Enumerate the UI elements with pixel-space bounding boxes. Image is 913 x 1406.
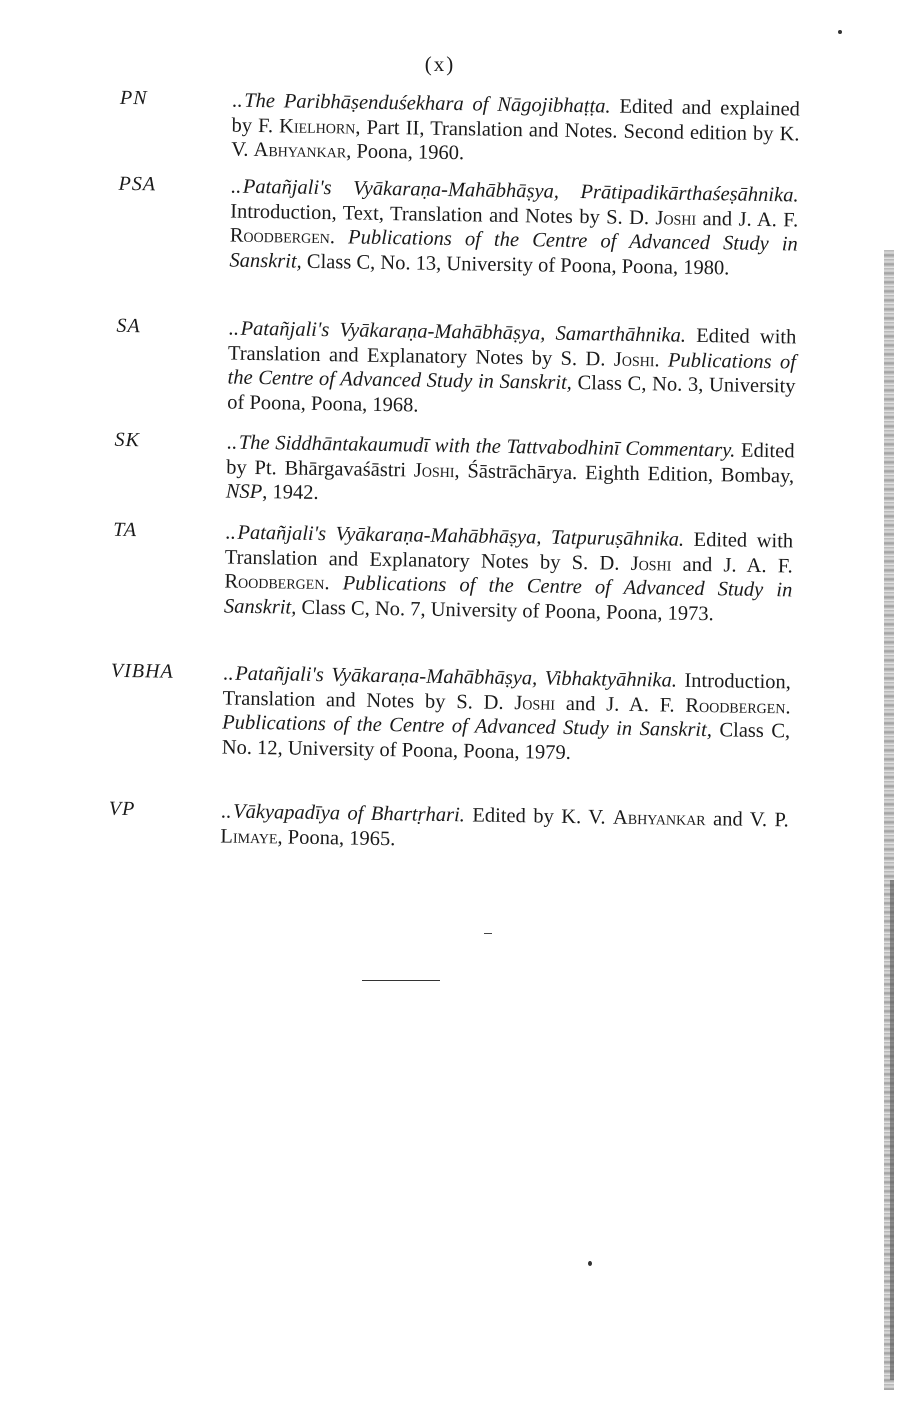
author-name: Roodbergen xyxy=(685,694,786,718)
author-name: Limaye xyxy=(220,824,278,848)
page-number: (x) xyxy=(424,52,456,76)
entry-title: Patañjali's Vyākaraṇa-Mahābhāṣya, Vibhaktyāhnika. xyxy=(235,662,678,692)
author-name: Joshi xyxy=(613,348,655,371)
author-name: Joshi xyxy=(630,552,672,576)
entry-abbreviation: TA xyxy=(113,518,138,542)
entry-psa xyxy=(117,173,798,282)
entry-vp xyxy=(108,798,789,858)
entry-text: ..Patañjali's Vyākaraṇa-Mahābhāṣya, Prātipadikārthaśeṣāhnika. Introduction, Text, Translation and Notes by S. D. Joshi and J. A. F. Roodbergen. Publications of the Centre of Advanced Study in Sanskrit, Class C, No. 13, University of Poona, Poona, 1980. xyxy=(229,175,799,279)
author-name: Abhyankar xyxy=(253,138,347,163)
entry-abbreviation: SK xyxy=(114,428,141,452)
entry-ta xyxy=(112,519,793,628)
author-name: Abhyankar xyxy=(612,806,706,831)
entry-abbreviation: SA xyxy=(116,314,141,338)
author-name: Roodbergen xyxy=(229,224,331,249)
section-end-rule xyxy=(362,980,440,981)
entry-title: Patañjali's Vyākaraṇa-Mahābhāṣya, Samarthāhnika. xyxy=(240,317,687,347)
publisher-name: NSP xyxy=(225,480,263,504)
entry-title: The Paribhāṣenduśekhara of Nāgojibhaṭṭa. xyxy=(244,89,611,118)
series-title: Publications of the Centre of Advanced Study in Sanskrit, xyxy=(222,711,713,742)
entry-abbreviation: VP xyxy=(108,797,136,821)
entry-abbreviation: VIBHA xyxy=(110,659,174,683)
entry-vibha xyxy=(110,660,791,769)
author-name: Joshi xyxy=(413,458,455,482)
entry-title: Vākyapadīya of Bhartṛhari. xyxy=(232,800,466,827)
entry-title: The Siddhāntakaumudī with the Tattvabodhinī Commentary. xyxy=(238,431,736,462)
series-title: Publications of the Centre of Advanced Study in Sanskrit, xyxy=(229,226,798,273)
entry-abbreviation: PN xyxy=(119,86,148,110)
series-title: Publications of the Centre of Advanced Study in Sanskrit, xyxy=(227,348,797,394)
series-title: Publications of the Centre of Advanced Study in Sanskrit, xyxy=(223,572,793,619)
author-name: Joshi xyxy=(655,206,697,230)
entry-text: ..Vākyapadīya of Bhartṛhari. Edited by K. V. Abhyankar and V. P. Limaye, Poona, 1965. xyxy=(220,800,789,850)
entry-sk xyxy=(114,429,795,513)
entry-title: Patañjali's Vyākaraṇa-Mahābhāṣya, Tatpuruṣāhnika. xyxy=(237,521,685,551)
entry-title: Patañjali's Vyākaraṇa-Mahābhāṣya, Prātipadikārthaśeṣāhnika. xyxy=(242,175,799,207)
stray-mark xyxy=(838,30,842,34)
entry-sa xyxy=(115,315,796,424)
entry-text: ..Patañjali's Vyākaraṇa-Mahābhāṣya, Vibhaktyāhnika. Introduction, Translation and Notes by S. D. Joshi and J. A. F. Roodbergen. Publications of the Centre of Advanced Study in Sanskrit, Class C, No. 12, University of Poona, Poona, 1979. xyxy=(221,662,792,764)
entry-text: ..The Paribhāṣenduśekhara of Nāgojibhaṭṭa. Edited and explained by F. Kielhorn, Part II, Translation and Notes. Second edition by K. V. Abhyankar, Poona, 1960. xyxy=(231,89,801,165)
entry-text: ..The Siddhāntakaumudī with the Tattvabodhinī Commentary. Edited by Pt. Bhārgavaśāstri Joshi, Śāstrāchārya. Eighth Edition, Bombay, NSP, 1942. xyxy=(225,431,795,504)
page-edge-line xyxy=(890,880,894,1380)
entry-text: ..Patañjali's Vyākaraṇa-Mahābhāṣya, Samarthāhnika. Edited with Translation and Explanatory Notes by S. D. Joshi. Publications of the Centre of Advanced Study in Sanskrit, Class C, No. 3, University of Poona, Poona, 1968. xyxy=(227,317,797,417)
stray-mark xyxy=(588,1261,592,1266)
author-name: Roodbergen xyxy=(224,570,325,595)
author-name: Kielhorn xyxy=(278,114,356,139)
entry-abbreviation: PSA xyxy=(118,172,157,196)
entry-text: ..Patañjali's Vyākaraṇa-Mahābhāṣya, Tatpuruṣāhnika. Edited with Translation and Explanatory Notes by S. D. Joshi and J. A. F. Roodbergen. Publications of the Centre of Advanced Study in Sanskrit, Class C, No. 7, University of Poona, Poona, 1973. xyxy=(223,521,794,625)
author-name: Joshi xyxy=(514,691,556,715)
entry-pn xyxy=(119,87,800,171)
stray-mark xyxy=(484,933,492,934)
